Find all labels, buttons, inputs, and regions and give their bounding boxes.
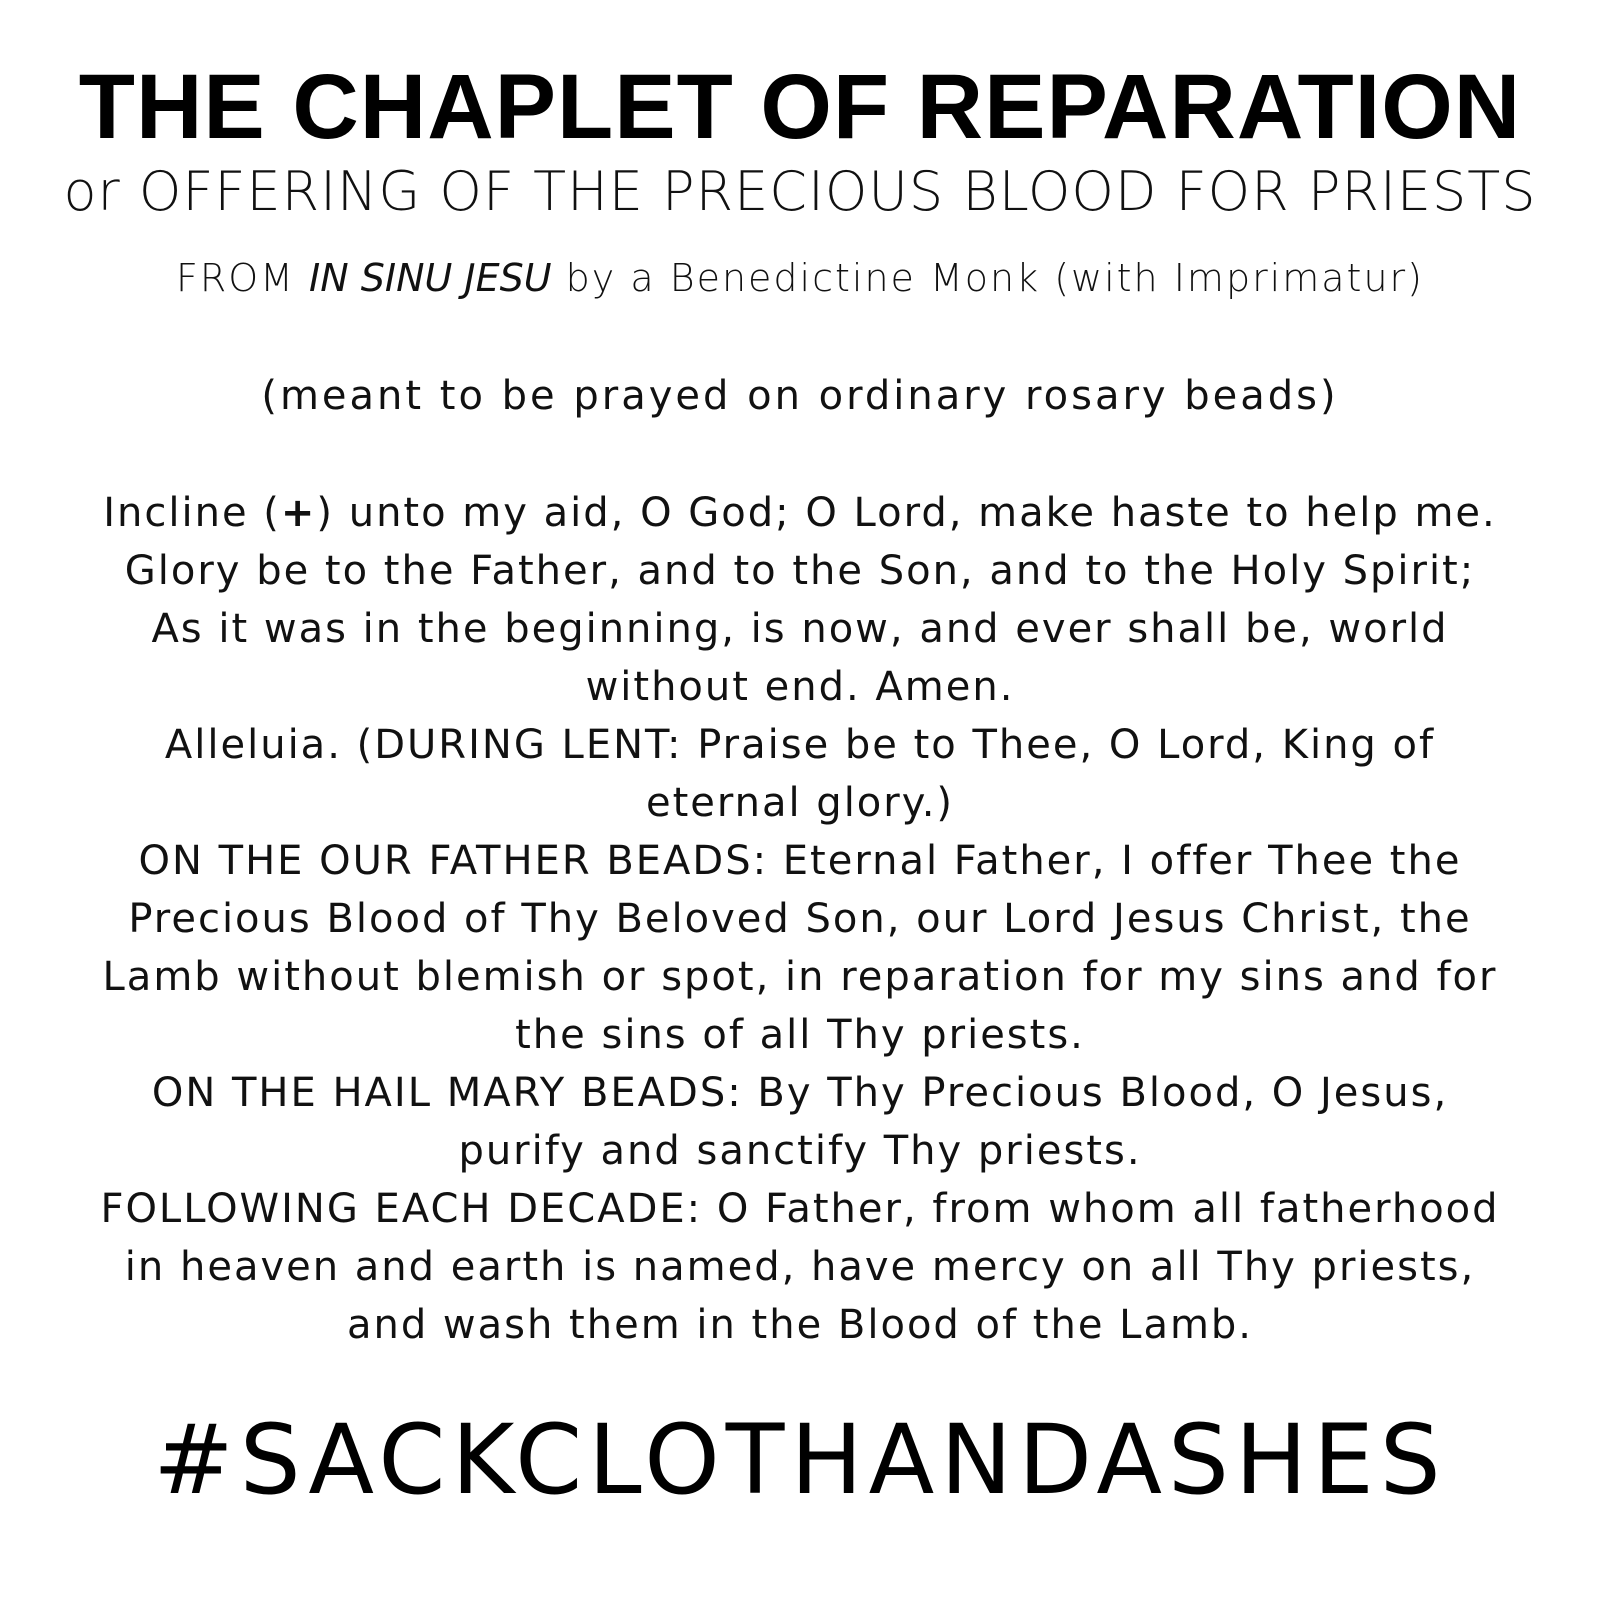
usage-note: (meant to be prayed on ordinary rosary beads) bbox=[261, 373, 1339, 419]
book-title: IN SINU JESU bbox=[309, 256, 552, 300]
hail-mary-beads-prayer: ON THE HAIL MARY BEADS: By Thy Precious Blood, O Jesus, purify and sanctify Thy priests. bbox=[151, 1070, 1449, 1174]
alleluia-prayer: Alleluia. (DURING LENT: Praise be to Thee, O Lord, King of eternal glory.) bbox=[164, 722, 1436, 826]
opening-before-cross: Incline ( bbox=[103, 490, 281, 536]
cross-symbol: + bbox=[280, 490, 317, 536]
prayer-text bbox=[100, 484, 1500, 1354]
opening-after-cross: ) unto my aid, O God; O Lord, make haste to help me. Glory be to the Father, and to the Son, and to the Holy Spirit; As it was in the beginning, is now, and ever shall be, world without end. Amen. bbox=[124, 490, 1497, 710]
opening-prayer bbox=[100, 484, 1500, 716]
source-line bbox=[0, 253, 1600, 303]
hashtag: #SACKCLOTHANDASHES bbox=[153, 1404, 1447, 1516]
our-father-beads-prayer: ON THE OUR FATHER BEADS: Eternal Father, I offer Thee the Precious Blood of Thy Beloved Son, our Lord Jesus Christ, the Lamb without blemish or spot, in reparation for my sins and for the sins of all Thy priests. bbox=[102, 838, 1498, 1058]
source-suffix: by a Benedictine Monk (with Imprimatur) bbox=[551, 256, 1424, 300]
page-title: THE CHAPLET OF REPARATION bbox=[78, 56, 1522, 158]
following-decade-prayer: FOLLOWING EACH DECADE: O Father, from whom all fatherhood in heaven and earth is named, have mercy on all Thy priests, and wash them in the Blood of the Lamb. bbox=[100, 1186, 1500, 1348]
page-subtitle: or OFFERING OF THE PRECIOUS BLOOD FOR PRIESTS bbox=[63, 160, 1537, 223]
source-prefix: FROM bbox=[176, 256, 310, 300]
